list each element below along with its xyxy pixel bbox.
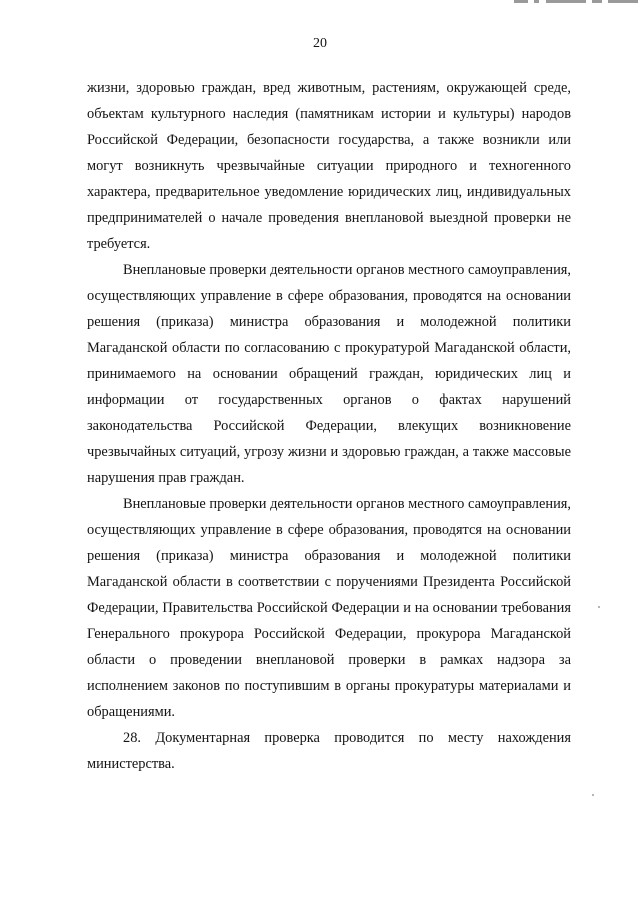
document-body [87, 75, 571, 777]
paragraph-item-28: 28. Документарная проверка проводится по месту нахождения министерства. [87, 730, 571, 772]
scan-edge-mark [510, 0, 640, 4]
page-number: 20 [313, 36, 327, 51]
scan-speck [592, 794, 594, 796]
paragraph-continuation: жизни, здоровью граждан, вред животным, растениям, окружающей среде, объектам культурного наследия (памятникам истории и культуры) народов Российской Федерации, безопасности государства, а также возникли или могут возникнуть чрезвычайные ситуации природного и техногенного характера, предварительное уведомление юридических лиц, индивидуальных предпринимателей о начале проведения внеплановой выездной проверки не требуется. [87, 80, 571, 252]
paragraph-unplanned-inspections-instructions: Внеплановые проверки деятельности органов местного самоуправления, осуществляющих управление в сфере образования, проводятся на основании решения (приказа) министра образования и молодежной политики Магаданской области в соответствии с поручениями Президента Российской Федерации, Правительства Российской Федерации и на основании требования Генерального прокурора Российской Федерации, прокурора Магаданской области о проведении внеплановой проверки в рамках надзора за исполнением законов по поступившим в органы прокуратуры материалами и обращениями. [87, 496, 571, 720]
paragraph-unplanned-inspections-coordination: Внеплановые проверки деятельности органов местного самоуправления, осуществляющих управление в сфере образования, проводятся на основании решения (приказа) министра образования и молодежной политики Магаданской области по согласованию с прокуратурой Магаданской области, принимаемого на основании обращений граждан, юридических лиц и информации от государственных органов о фактах нарушений законодательства Российской Федерации, влекущих возникновение чрезвычайных ситуаций, угрозу жизни и здоровью граждан, а также массовые нарушения прав граждан. [87, 262, 571, 486]
scan-speck [598, 606, 600, 608]
